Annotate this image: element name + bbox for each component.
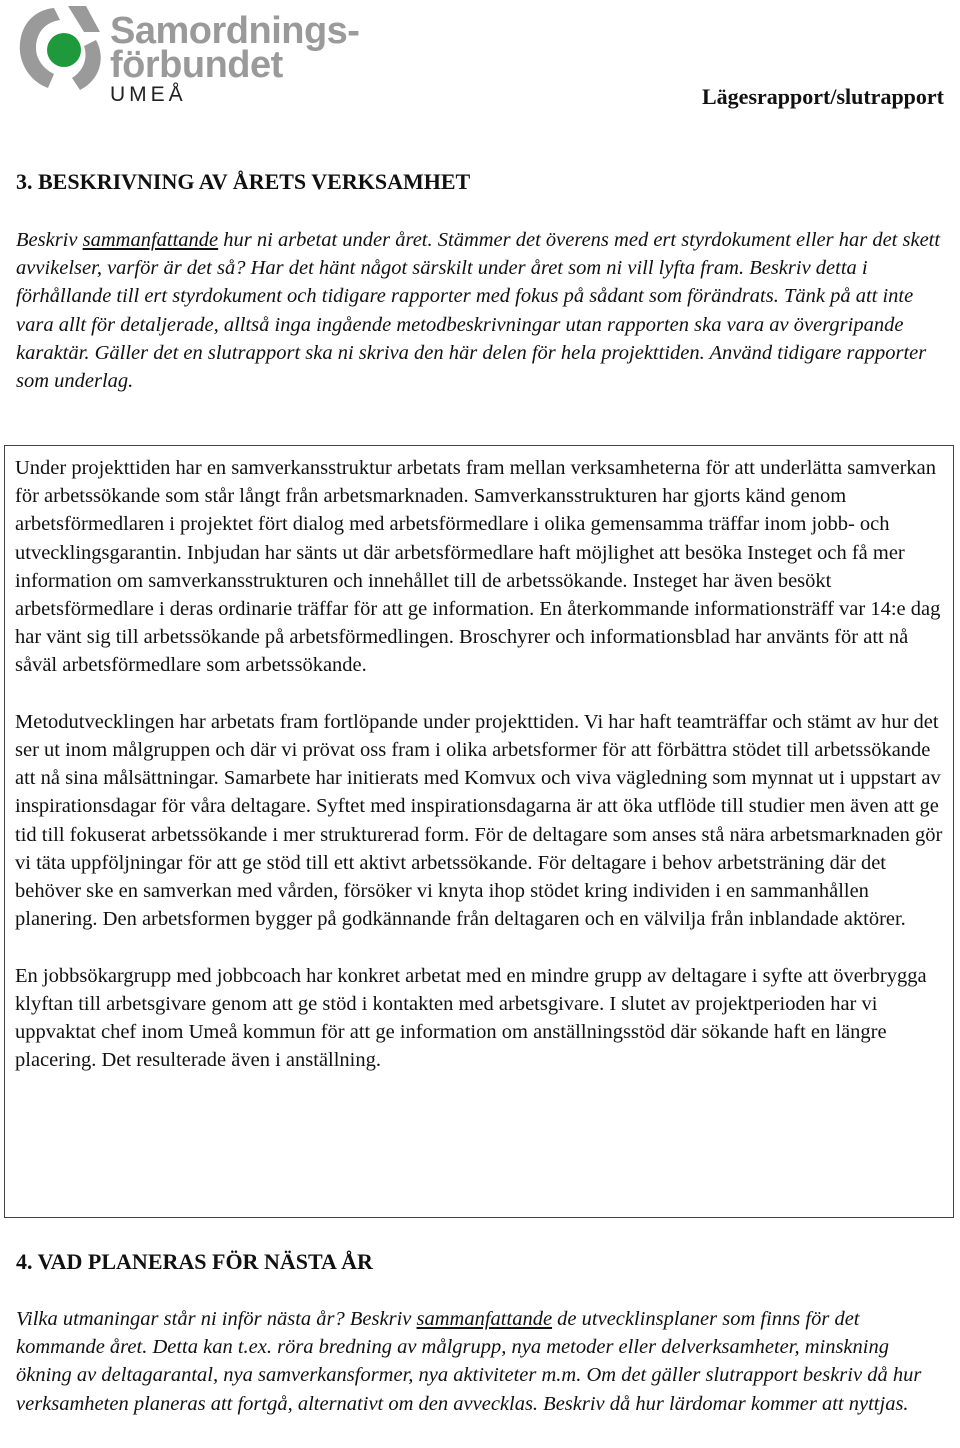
report-title: Lägesrapport/slutrapport [702,84,944,109]
logo-text-line1: Samordnings- [110,10,360,52]
section-3-heading: 3. BESKRIVNING AV ÅRETS VERKSAMHET [16,169,471,194]
instructions-text: Vilka utmaningar står ni inför nästa år? Beskriv [16,1308,417,1330]
instructions-text: de utvecklinsplaner som finns för det kommande året. Detta kan t.ex. röra bredning av målgrupp, nya metoder eller delverksamheter, minskning ökning av deltagarantal, nya samverkansformer, nya aktiviteter m.m. Om det gäller slutrapport beskriv då hur verksamheten planeras att fortgå, alternativt om den avvecklas. Beskriv då hur lärdomar kommer att nyttjas. [16,1308,922,1415]
section-4-instructions [16,1305,946,1418]
organization-logo [14,2,374,110]
logo-text-line2: förbundet [110,44,283,86]
answer-paragraph: Under projekttiden har en samverkansstruktur arbetats fram mellan verksamheterna för att underlätta samverkan för arbetssökande som står långt från arbetsmarknaden. Samverkansstrukturen har gjorts känd genom arbetsförmedlaren i projektet fört dialog med arbetsförmedlare i olika gemensamma träffar inom jobb- och utvecklingsgarantin. Inbjudan har sänts ut där arbetsförmedlare haft möjlighet att besöka Insteget och få mer information om samverkansstrukturen och innehållet till de arbetssökande. Insteget har även besökt arbetsförmedlare i deras ordinarie träffar för att ge information. En återkommande informationsträff var 14:e dag har vänt sig till arbetssökande på arbetsförmedlingen. Broschyrer och informationsblad har använts för att nå såväl arbetsförmedlare som arbetssökande. [15,457,941,677]
emphasis-underlined: sammanfattande [416,1308,553,1330]
section-3-instructions [16,226,946,395]
instructions-text: Beskriv [16,229,83,251]
instructions-text: hur ni arbetat under året. Stämmer det överens med ert styrdokument eller har det skett avvikelser, varför är det så? Har det hänt något särskilt under året som ni vill lyfta fram. Beskriv detta i förhållande till ert styrdokument och tidigare rapporter med fokus på sådant som förändrats. Tänk på att inte vara allt för detaljerade, alltså inga ingående metodbeskrivningar utan rapporten ska vara av övergripande karaktär. Gäller det en slutrapport ska ni skriva den här delen för hela projekttiden. Använd tidigare rapporter som underlag. [16,229,941,393]
section-4-heading: 4. VAD PLANERAS FÖR NÄSTA ÅR [16,1249,373,1274]
answer-paragraph: En jobbsökargrupp med jobbcoach har konkret arbetat med en mindre grupp av deltagare i syfte att överbrygga klyftan till arbetsgivare genom att ge stöd i kontakten med arbetsgivare. I slutet av projektperioden har vi uppvaktat chef inom Umeå kommun för att ge information om anställningsstöd där sökande haft en längre placering. Det resulterade även i anställning. [15,964,927,1072]
logo-text-line3: UMEÅ [110,83,187,106]
section-3-answer-box [4,445,954,1218]
emphasis-underlined: sammanfattande [82,229,219,251]
answer-paragraph: Metodutvecklingen har arbetats fram fortlöpande under projekttiden. Vi har haft teamträffar och stämt av hur det ser ut inom målgruppen och där vi prövat oss fram i olika arbetsformer för att förbättra stödet till arbetssökande att nå sina målsättningar. Samarbete har initierats med Komvux och viva vägledning som mynnat ut i uppstart av inspirationsdagar för våra deltagare. Syftet med inspirationsdagarna är att öka utflöde till studier men även att ge tid till fokuserat arbetssökande i mer strukturerad form. För de deltagare som anses stå nära arbetsmarknaden gör vi täta uppföljningar för att ge stöd till ett aktivt arbetssökande. För deltagare i behov arbetsträning där det behöver ske en samverkan med vården, försöker vi knyta ihop stödet kring individen i en sammanhållen planering. Den arbetsformen bygger på godkännande från deltagaren och en välvilja från inblandade aktörer. [15,710,943,931]
logo-emblem-icon [14,2,110,98]
